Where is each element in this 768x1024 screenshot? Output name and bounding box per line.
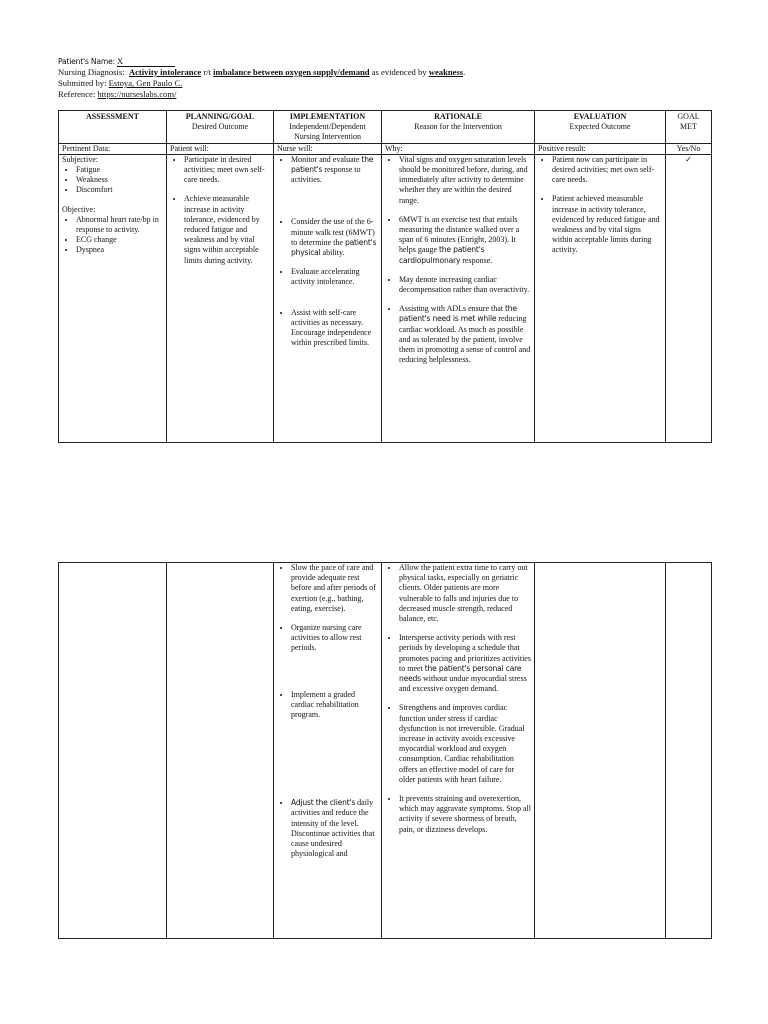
list-item: • Evaluate accelerating activity intolerance.: [291, 267, 378, 287]
goal-met-cell: [666, 154, 712, 442]
col-evaluation-header: EVALUATION Expected Outcome: [535, 111, 666, 144]
diagnosis-main: Activity intolerance: [128, 67, 202, 77]
diagnosis-label: Nursing Diagnosis:: [58, 67, 125, 77]
diagnosis-cause: imbalance between oxygen supply/demand: [213, 67, 370, 77]
subjective-label: Subjective:: [62, 154, 98, 164]
list-item: • Achieve measurable increase in activity tolerance, evidenced by reduced fatigue and weakness and by vital signs within acceptable limits during activity.: [184, 194, 270, 265]
list-item: • Adjust the client's daily activities and reduce the intensity of the level. Discontinue activities that cause undesired physiological and: [291, 798, 378, 859]
evaluation-cell: [535, 563, 666, 939]
goal-met-cell: [666, 563, 712, 939]
list-item: • ECG change: [76, 235, 163, 245]
patient-name-line: [58, 56, 718, 67]
subjective-list: [62, 165, 163, 196]
diagnosis-rt: r/t: [203, 67, 212, 77]
care-plan-table-continued: [58, 562, 712, 939]
list-item: • Implement a graded cardiac rehabilitation program.: [291, 690, 378, 721]
implementation-cell: [274, 154, 382, 442]
list-item: • May denote increasing cardiac decompensation rather than overactivity.: [399, 275, 531, 295]
list-item: • It prevents straining and overexertion, which may aggravate symptoms. Stop all activity if severe shortness of breath, pain, or dizziness develops.: [399, 794, 531, 835]
checkmark-icon: ✓: [685, 154, 692, 164]
list-item: • Monitor and evaluate the patient's response to activities.: [291, 155, 378, 186]
planning-cell: [167, 563, 274, 939]
submitted-line: [58, 78, 718, 89]
col-implementation-header: IMPLEMENTATION Independent/Dependent Nursing Intervention: [274, 111, 382, 144]
reference-link[interactable]: https://nurseslabs.com/: [97, 89, 177, 99]
objective-label: Objective:: [62, 204, 96, 214]
list-item: • Slow the pace of care and provide adequate rest before and after periods of exertion (e.g., bathing, eating, exercise).: [291, 563, 378, 614]
list-item: • Weakness: [76, 175, 163, 185]
list-item: • Discomfort: [76, 185, 163, 195]
sublabel-positive: Positive result:: [535, 143, 666, 154]
evaluation-cell: [535, 154, 666, 442]
diagnosis-evidenced: as evidenced by: [371, 67, 427, 77]
nursing-diagnosis-line: Nursing Diagnosis: Activity intolerance r/t imbalance between oxygen supply/demand as evidenced by weakness.: [58, 67, 466, 77]
care-plan-table: [58, 110, 712, 443]
submitted-value: Estoya, Gen Paulo C.: [108, 78, 183, 88]
table-content-row: [59, 154, 712, 442]
list-item: • Consider the use of the 6-minute walk test (6MWT) to determine the patient's physical ability.: [291, 217, 378, 258]
col-planning-header: PLANNING/GOAL Desired Outcome: [167, 111, 274, 144]
sublabel-row: [59, 143, 712, 154]
list-item: • Assisting with ADLs ensure that the patient's need is met while reducing cardiac workload. As much as possible and as tolerated by the patient, involve them in promoting a sense of control and reducing helplessness.: [399, 304, 531, 365]
list-item: • Dyspnea: [76, 245, 163, 255]
assessment-cell: [59, 154, 167, 442]
list-item: • Patient now can participate in desired activities; met own self-care needs.: [552, 155, 662, 186]
list-item: • Fatigue: [76, 165, 163, 175]
list-item: • Intersperse activity periods with rest periods by developing a schedule that promotes pacing and prioritizes activities to meet the patient's personal care needs without undue myocardial stress and excessive oxygen demand.: [399, 633, 531, 694]
sublabel-yes-no: Yes/No: [666, 143, 712, 154]
rationale-cell: [382, 563, 535, 939]
diagnosis-sign: weakness: [428, 67, 464, 77]
col-assessment-header: ASSESSMENT: [59, 111, 167, 144]
sublabel-why: Why:: [382, 143, 535, 154]
patient-name-value: X: [117, 56, 175, 67]
table-header-row: [59, 111, 712, 144]
rationale-cell: [382, 154, 535, 442]
implementation-cell: [274, 563, 382, 939]
objective-list: [62, 215, 163, 256]
list-item: • Assist with self-care activities as necessary. Encourage independence within prescribed limits.: [291, 308, 378, 349]
submitted-label: Submitted by:: [58, 78, 107, 88]
list-item: • Vital signs and oxygen saturation levels should be monitored before, during, and immediately after activity to determine whether they are within the desired range.: [399, 155, 531, 206]
list-item: • Participate in desired activities; meet own self-care needs.: [184, 155, 270, 186]
list-item: • Patient achieved measurable increase in activity tolerance, evidenced by reduced fatigue and weakness and by vital signs within acceptable limits during activity.: [552, 194, 662, 255]
reference-line: [58, 89, 718, 100]
sublabel-patient-will: Patient will:: [167, 143, 274, 154]
document-header: [58, 56, 718, 100]
table-content-row: [59, 563, 712, 939]
col-rationale-header: RATIONALE Reason for the Intervention: [382, 111, 535, 144]
list-item: • 6MWT is an exercise test that entails measuring the distance walked over a span of 6 minutes (Enright, 2003). It helps gauge the patient's cardiopulmonary response.: [399, 215, 531, 266]
list-item: • Allow the patient extra time to carry out physical tasks, especially on geriatric clients. Older patients are more vulnerable to falls and injuries due to decreased muscle strength, reduced balance, etc.: [399, 563, 531, 624]
patient-name-label: Patient's Name:: [58, 57, 115, 66]
col-goal-header: GOAL MET: [666, 111, 712, 144]
reference-label: Reference:: [58, 89, 96, 99]
list-item: • Abnormal heart rate/bp in response to activity.: [76, 215, 163, 235]
list-item: • Organize nursing care activities to allow rest periods.: [291, 623, 378, 654]
sublabel-nurse-will: Nurse will:: [274, 143, 382, 154]
sublabel-pertinent: Pertinent Data:: [59, 143, 167, 154]
planning-cell: [167, 154, 274, 442]
assessment-cell: [59, 563, 167, 939]
list-item: • Strengthens and improves cardiac function under stress if cardiac dysfunction is not irreversible. Gradual increase in activity avoids excessive myocardial workload and oxygen consumption. Cardiac rehabilitation offers an effective model of care for older patients with heart failure.: [399, 703, 531, 785]
